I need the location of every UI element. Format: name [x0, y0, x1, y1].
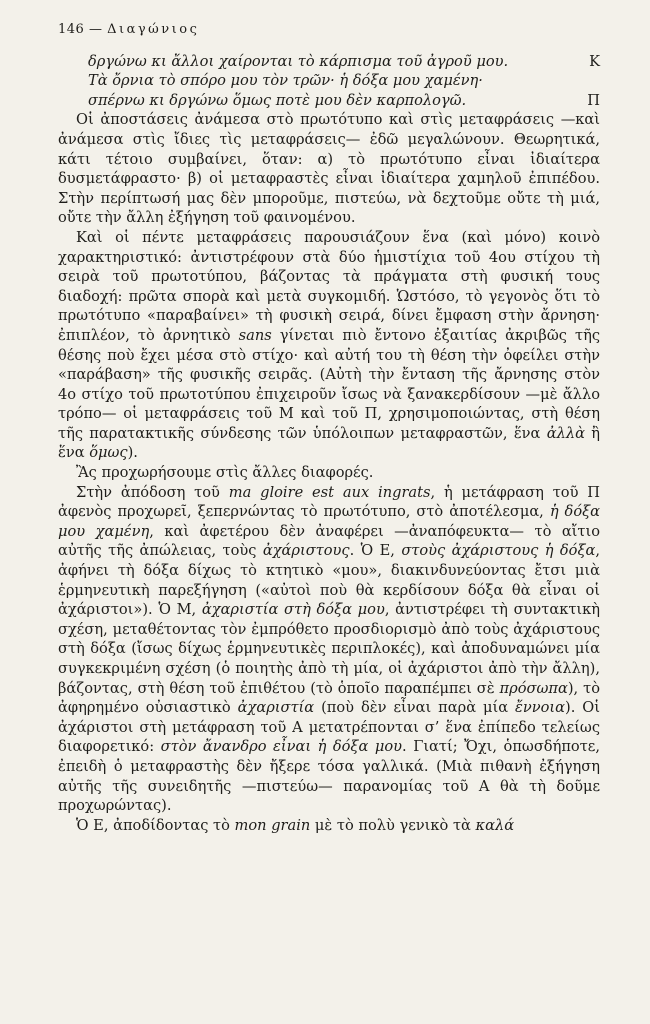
text-run: μὲ τὸ πολὺ γενικὸ τὰ: [310, 816, 476, 834]
text-run: Οἱ ἀποστάσεις ἀνάμεσα στὸ πρωτότυπο καὶ στὶς μεταφράσεις —καὶ ἀνάμεσα στὶς ἴδιες τὶς μεταφράσεις— ἐδῶ μεγαλώνουν. Θεωρητικά, κάτι τέτοιο συμβαίνει, ὅταν: α) τὸ πρωτότυπο εἶναι ἰδιαίτερα δυσμετάφραστο· β) οἱ μεταφραστὲς εἶναι ἰδιαίτερα χαμηλοῦ ἐπιπέδου. Στὴν περίπτωσή μας δὲν μποροῦμε, πιστεύω, νὰ δεχτοῦμε οὔτε τὴ μιά, οὔτε τὴν ἄλλη ἐξήγηση τοῦ φαινομένου.: [58, 111, 600, 227]
italic-phrase: ἔννοια: [515, 699, 565, 717]
text-run: , ἀφήνει τὴ δόξα δίχως τὸ κτητικὸ «μου», διακινδυνεύοντας ἔτσι μιὰ ἑρμηνευτικὴ παρεξήγηση («αὐτοὶ ποὺ θὰ κερδίσουν δόξα θὰ εἶναι οἱ ἀχάριστοι»). Ὁ Μ,: [58, 542, 601, 619]
italic-phrase: ἀχαριστία στὴ δόξα μου: [201, 601, 385, 619]
verse-text: σπέρνω κι δργώνω ὅμως ποτὲ μου δὲν καρπολογῶ.: [88, 91, 467, 109]
verse-text: Τὰ ὄρνια τὸ σπόρο μου τὸν τρῶν· ἡ δόξα μου χαμένη·: [88, 72, 483, 90]
paragraph: [58, 228, 600, 463]
text-run: Στὴν ἀπόδοση τοῦ: [76, 483, 229, 501]
verse-text: δργώνω κι ἄλλοι χαίρονται τὸ κάρπισμα τοῦ ἀγροῦ μου.: [88, 52, 509, 70]
italic-phrase: ἀχάριστους: [262, 542, 350, 560]
page: [58, 20, 600, 835]
text-run: . Γιατί; Ὄχι, ὁπωσδήποτε, ἐπειδὴ ὁ μεταφραστὴς δὲν ἤξερε τόσα γαλλικά. (Μιὰ πιθανὴ ἐξήγηση αὐτῆς τῆς συνειδητῆς —πιστεύω— παρανομίας τοῦ Α θὰ τὴ δοῦμε προχωρώντας).: [58, 738, 600, 815]
italic-phrase: ὅμως: [89, 444, 128, 462]
italic-phrase: ma gloire est aux ingrats: [228, 483, 431, 501]
text-run: γίνεται πιὸ ἔντονο ἐξαιτίας ἀκριβῶς τῆς θέσης ποὺ ἔχει μέσα στὸ στίχο· καὶ αὐτή του τὴ θέση τὴν ὀφείλει στὴν «παράβαση» τῆς φυσικῆς σειρᾶς. (Αὐτὴ τὴν ἔνταση τῆς ἄρνησης στὸν 4ο στίχο τοῦ πρωτοτύπου ἐπιχειροῦν ἴσως νὰ ξανακερδίσουν —μὲ ἄλλο τρόπο— οἱ μεταφράσεις τοῦ Μ καὶ τοῦ Π, χρησιμοποιώντας, στὴ θέση τῆς παρατακτικῆς σύνδεσης τῶν ὑπόλοιπων μεταφραστῶν, ἕνα: [58, 326, 600, 442]
body-text: [58, 110, 600, 835]
verse-line: [58, 71, 600, 91]
translator-siglum: Κ: [589, 52, 600, 70]
italic-phrase: ἀλλὰ: [546, 424, 585, 442]
italic-phrase: στοὺς ἀχάριστους ἡ δόξα: [401, 542, 596, 560]
text-run: ).: [127, 444, 138, 462]
text-run: Καὶ οἱ πέντε μεταφράσεις παρουσιάζουν ἕνα (καὶ μόνο) κοινὸ χαρακτηριστικό: ἀντιστρέφουν στὰ δύο ἡμιστίχια τοῦ 4ου στίχου τὴ σειρὰ τοῦ πρωτοτύπου, βάζοντας τὰ πράγματα στὴ φυσική τους διαδοχή: πρῶτα σπορὰ καὶ μετὰ συγκομιδή. Ὡστόσο, τὸ γεγονὸς ὅτι τὸ πρωτότυπο «παραβαίνει» τὴ φυσικὴ σειρά, δίνει ἔμφαση στὴν ἄρνηση· ἐπιπλέον, τὸ ἀρνητικὸ: [58, 228, 600, 344]
text-run: , καὶ ἀφετέρου δὲν ἀναφέρει —ἀναπόφευκτα— τὸ αἴτιο αὐτῆς τῆς ἀπώλειας, τοὺς: [58, 522, 600, 560]
text-run: ἢ ἕνα: [58, 424, 600, 462]
text-run: ), τὸ ἀφηρημένο οὐσιαστικὸ: [58, 679, 600, 717]
paragraph: [58, 463, 600, 483]
italic-phrase: πρόσωπα: [499, 679, 568, 697]
text-run: (ποὺ δὲν εἶναι παρὰ μία: [314, 699, 516, 717]
paragraph: [58, 816, 600, 836]
running-head: [58, 20, 600, 40]
verse-block: [58, 52, 600, 111]
italic-phrase: στὸν ἄνανδρο εἶναι ἡ δόξα μου: [160, 738, 403, 756]
paragraph: [58, 110, 600, 228]
italic-phrase: καλά: [475, 816, 515, 834]
paragraph: [58, 483, 600, 816]
text-run: Ὁ Ε, ἀποδίδοντας τὸ: [76, 816, 235, 834]
page-number: 146: [58, 22, 85, 37]
italic-phrase: sans: [238, 326, 272, 344]
italic-phrase: mon grain: [234, 816, 311, 834]
verse-line: [58, 52, 600, 72]
text-run: ). Οἱ ἀχάριστοι στὴ μετάφραση τοῦ Α μετατρέπονται σ’ ἕνα ἐπίπεδο τελείως διαφορετικό:: [58, 699, 600, 756]
verse-line: [58, 91, 600, 111]
text-run: , ἀντιστρέφει τὴ συντακτικὴ σχέση, μεταθέτοντας τὸν ἐμπρόθετο προσδιορισμὸ ἀπὸ τοὺς ἀχάριστους στὴ δόξα (ἴσως δίχως ἑρμηνευτικὲς περιπλοκές), καὶ ἀποδυναμώνει μία συγκεκριμένη σχέση (ὁ ποιητὴς ἀπὸ τὴ μία, οἱ ἀχάριστοι ἀπὸ τὴν ἄλλη), βάζοντας, στὴ θέση τοῦ ἐπιθέτου (τὸ ὁποῖο παραπέμπει σὲ: [58, 601, 600, 697]
italic-phrase: ἀχαριστία: [237, 699, 315, 717]
running-head-separator: —: [88, 22, 103, 37]
running-head-title: Διαγώνιος: [107, 22, 200, 37]
translator-siglum: Π: [587, 91, 600, 109]
text-run: Ἂς προχωρήσουμε στὶς ἄλλες διαφορές.: [76, 464, 374, 482]
text-run: . Ὁ Ε,: [349, 542, 402, 560]
italic-phrase: ἡ δόξα μου χαμένη: [58, 503, 601, 540]
text-run: , ἡ μετάφραση τοῦ Π ἀφενὸς προχωρεῖ, ξεπερνώντας τὸ πρωτότυπο, στὸ ἀποτέλεσμα,: [58, 483, 600, 521]
